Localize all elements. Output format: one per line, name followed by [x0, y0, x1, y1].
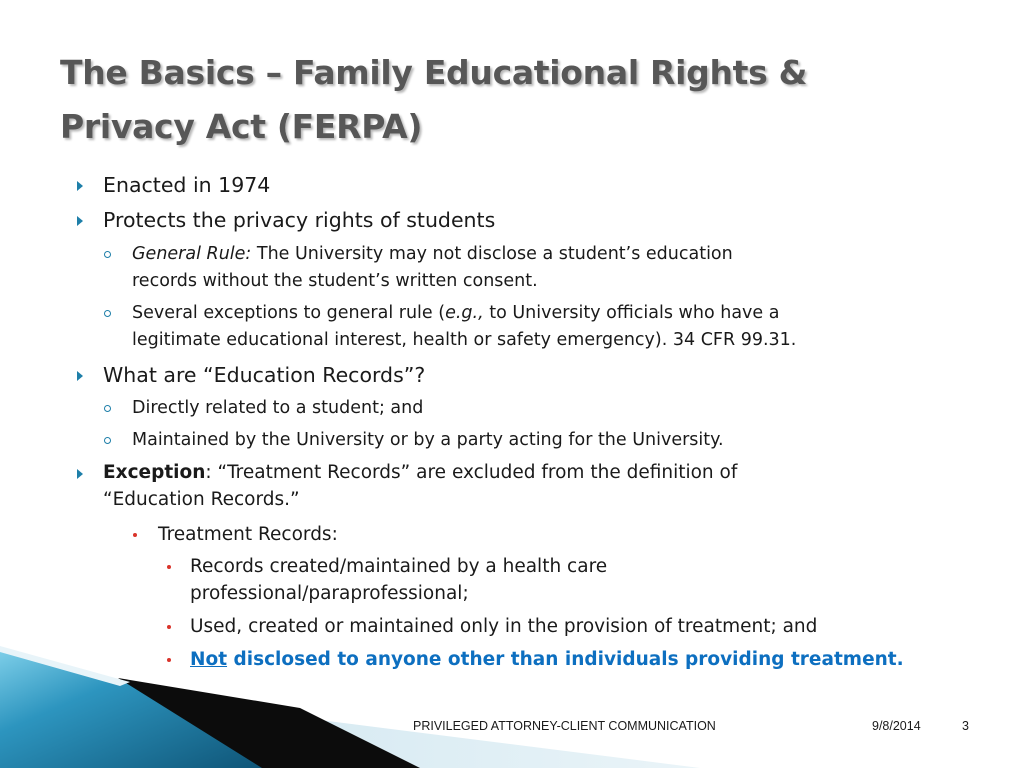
not-disclosed-text: disclosed to anyone other than individuals providing treatment. [227, 649, 904, 670]
bullet-general-rule-line-1 [132, 241, 733, 268]
ring-bullet-icon [104, 251, 111, 258]
arrow-bullet-icon [77, 181, 83, 191]
dot-bullet-icon [167, 565, 171, 569]
bullet-not-disclosed [190, 646, 904, 673]
bullet-general-rule-line-2: records without the student’s written consent. [132, 271, 538, 291]
arrow-bullet-icon [77, 469, 83, 479]
bullet-exception-line-1 [103, 459, 737, 486]
not-label: Not [190, 649, 228, 670]
general-rule-text: The University may not disclose a student’s education [251, 244, 733, 264]
bullet-protects: Protects the privacy rights of students [103, 208, 496, 232]
footer-date: 9/8/2014 [872, 719, 921, 733]
dot-bullet-icon [167, 658, 171, 662]
bullet-maintained: Maintained by the University or by a party acting for the University. [132, 430, 724, 450]
general-rule-label: General Rule: [132, 244, 252, 264]
arrow-bullet-icon [77, 371, 83, 381]
exceptions-text-b: to University officials who have a [483, 303, 780, 323]
exceptions-text-a: Several exceptions to general rule ( [132, 303, 446, 323]
dot-bullet-icon [167, 625, 171, 629]
bullet-exceptions-line-1 [132, 300, 779, 327]
exceptions-eg: e.g., [445, 303, 484, 323]
bullet-exceptions-line-2: legitimate educational interest, health or safety emergency). 34 CFR 99.31. [132, 330, 797, 350]
exception-label: Exception [103, 462, 206, 483]
bullet-treatment-records: Treatment Records: [158, 524, 338, 545]
dot-bullet-icon [133, 533, 137, 537]
page-number: 3 [962, 719, 969, 733]
title-line-2: Privacy Act (FERPA) [60, 107, 423, 146]
bullet-records-created-line-2: professional/paraprofessional; [190, 583, 469, 604]
ring-bullet-icon [104, 310, 111, 317]
exception-text: : “Treatment Records” are excluded from the definition of [205, 462, 738, 483]
bullet-directly: Directly related to a student; and [132, 398, 424, 418]
title-line-1: The Basics – Family Educational Rights & [60, 53, 808, 92]
arrow-bullet-icon [77, 216, 83, 226]
footer-confidentiality: PRIVILEGED ATTORNEY-CLIENT COMMUNICATION [413, 719, 716, 733]
bullet-used-created: Used, created or maintained only in the provision of treatment; and [190, 616, 818, 637]
bullet-records-created-line-1: Records created/maintained by a health care [190, 556, 608, 577]
bullet-enacted: Enacted in 1974 [103, 173, 271, 197]
bullet-what-are: What are “Education Records”? [103, 363, 426, 387]
bullet-exception-line-2: “Education Records.” [103, 489, 300, 510]
ring-bullet-icon [104, 405, 111, 412]
ring-bullet-icon [104, 437, 111, 444]
